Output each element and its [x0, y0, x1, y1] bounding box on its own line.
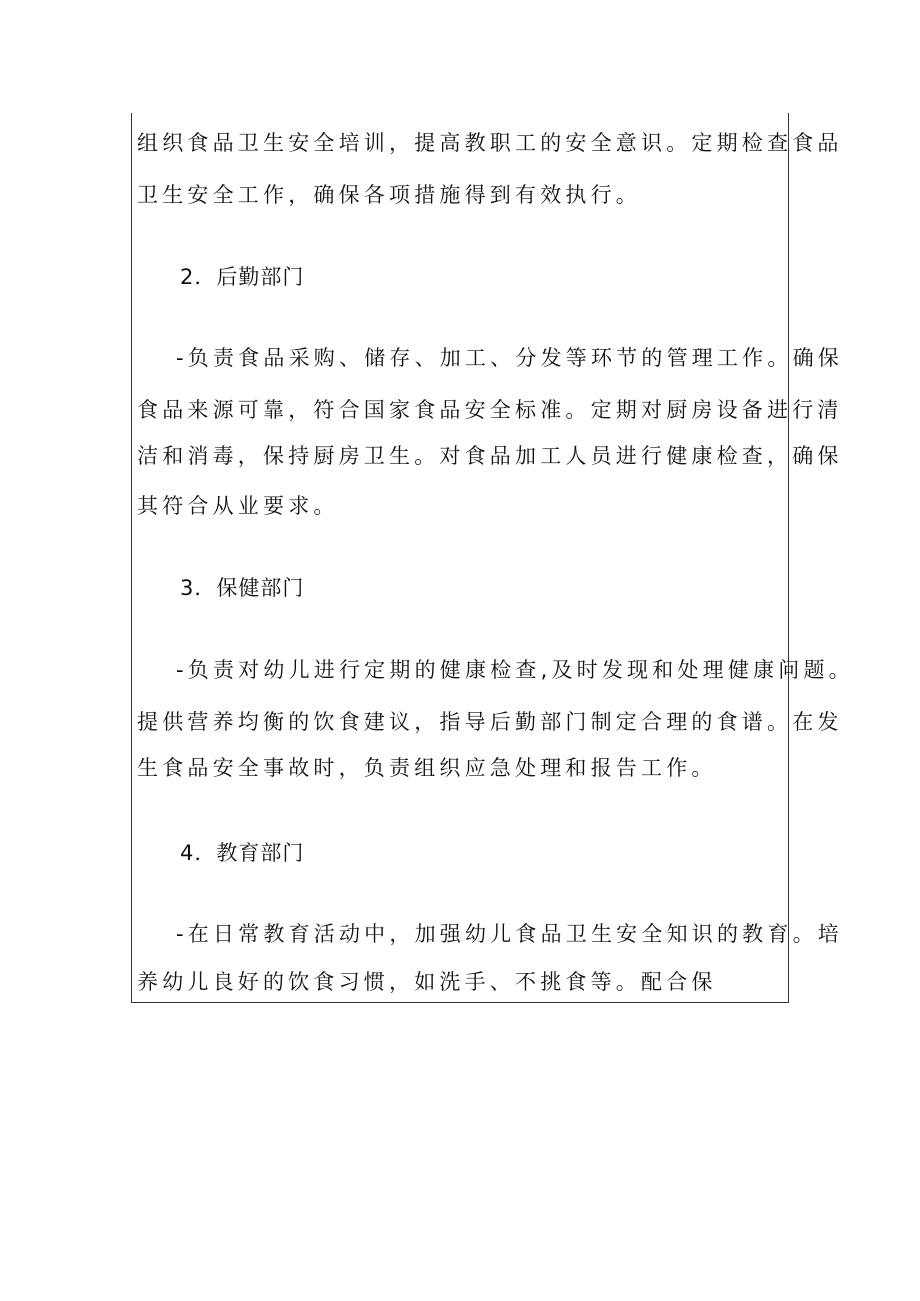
paragraph-line: 生食品安全事故时，负责组织应急处理和报告工作。 — [137, 756, 717, 780]
paragraph-line: 卫生安全工作，确保各项措施得到有效执行。 — [137, 183, 641, 207]
paragraph-line: 其符合从业要求。 — [137, 494, 339, 518]
paragraph-line: 提供营养均衡的饮食建议，指导后勤部门制定合理的食谱。在发 — [137, 710, 843, 734]
section-heading-logistics: 2．后勤部门 — [180, 265, 305, 289]
page-frame — [131, 113, 843, 1003]
paragraph-line: 组织食品卫生安全培训，提高教职工的安全意识。定期检查食品 — [137, 131, 843, 155]
paragraph-line: -在日常教育活动中，加强幼儿食品卫生安全知识的教育。培 — [176, 922, 843, 946]
paragraph-line: 食品来源可靠，符合国家食品安全标准。定期对厨房设备进行清 — [137, 398, 843, 422]
paragraph-line: 养幼儿良好的饮食习惯，如洗手、不挑食等。配合保 — [137, 970, 717, 994]
paragraph-line: -负责食品采购、储存、加工、分发等环节的管理工作。确保 — [176, 346, 843, 370]
section-heading-education: 4．教育部门 — [180, 841, 305, 865]
paragraph-line: 洁和消毒，保持厨房卫生。对食品加工人员进行健康检查，确保 — [137, 444, 843, 468]
section-heading-health: 3．保健部门 — [180, 576, 305, 600]
paragraph-line: -负责对幼儿进行定期的健康检查,及时发现和处理健康问题。 — [176, 658, 854, 682]
